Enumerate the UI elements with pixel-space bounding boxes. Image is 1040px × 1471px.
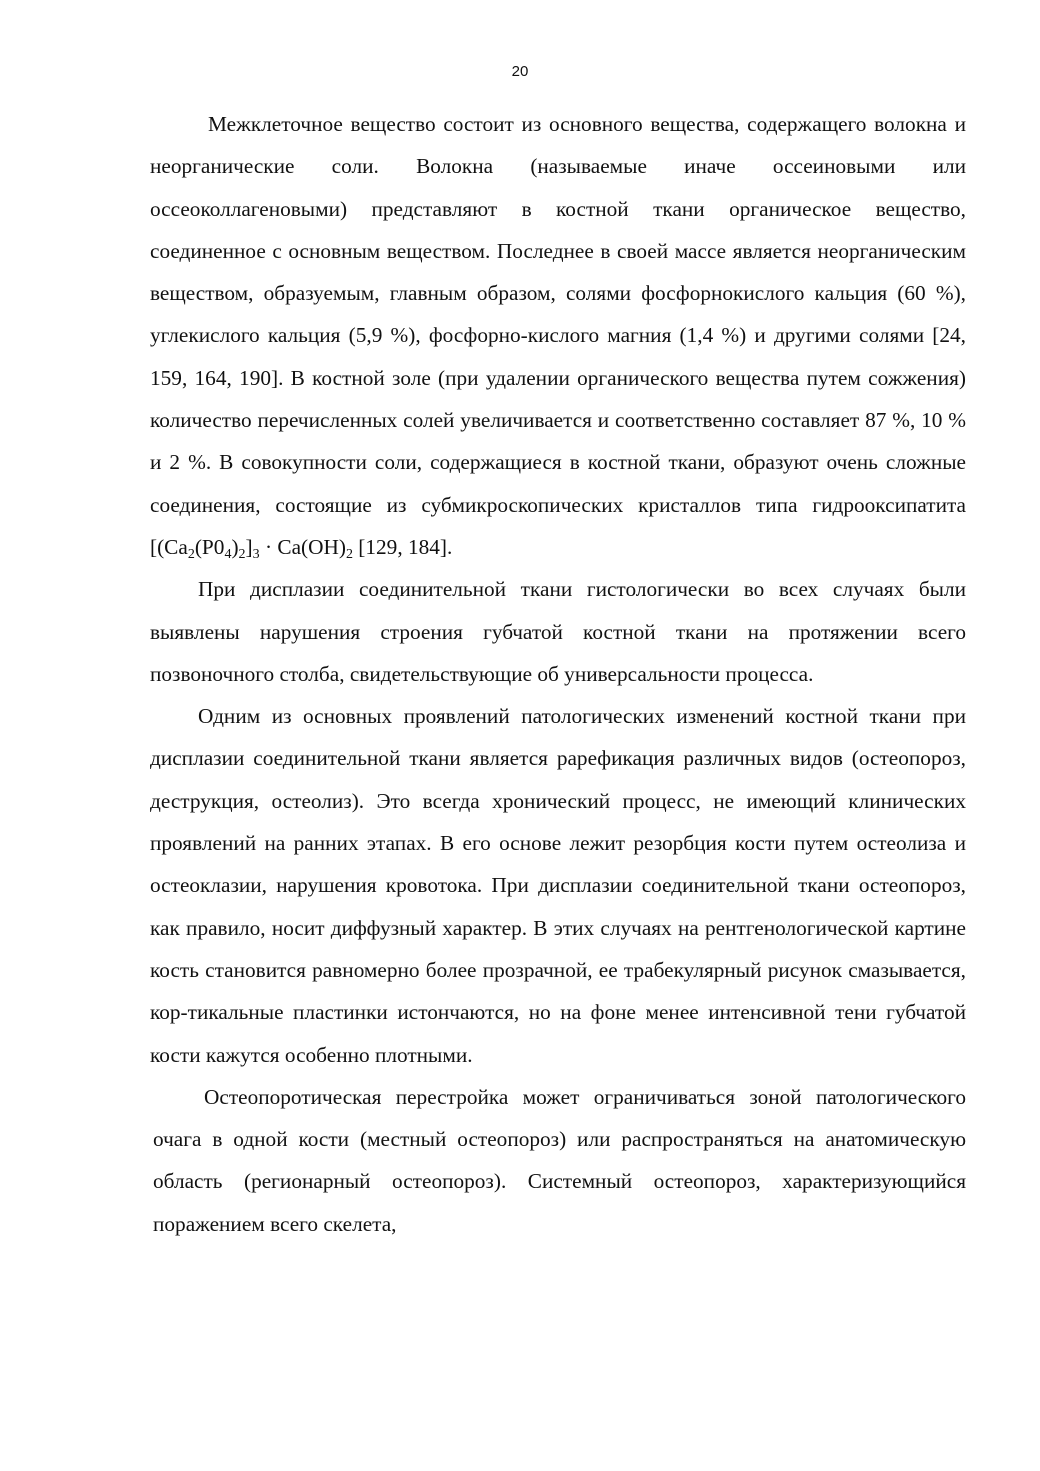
body-text <box>150 103 966 1245</box>
paragraph-text: ) <box>231 534 239 559</box>
paragraph-osteoporotic-remodeling: Остеопоротическая перестройка может ограничиваться зоной патологического очага в одной кости (местный остеопороз) или распространяться на анатомическую область (регионарный остеопороз). Системный остеопороз, характеризующийся поражением всего скелета, <box>153 1084 966 1236</box>
subscript: 4 <box>224 546 232 562</box>
page-number: 20 <box>511 63 529 80</box>
subscript: 2 <box>345 546 353 562</box>
subscript: 2 <box>187 546 195 562</box>
paragraph-text: ] <box>245 534 253 559</box>
paragraph-text: [129, 184]. <box>352 534 453 559</box>
paragraph-text: Межклеточное вещество состоит из основного вещества, содержащего волокна и неорганические соли. Волокна (называемые иначе оссеиновыми или оссеоколлагеновыми) представляют в костной ткани органическое вещество, соединенное с основным веществом. Последнее в своей массе является неорганическим веществом, образуемым, главным образом, солями фосфорнокислого кальция (60 %), углекислого кальция (5,9 %), фосфорно-кислого магния (1,4 %) и другими солями [24, 159, 164, 190]. В костной золе (при удалении органического вещества путем сожжения) количество перечисленных солей увеличивается и соответственно составляет 87 %, 10 % и 2 %. В совокупности соли, содержащиеся в костной ткани, образуют очень сложные соединения, состоящие из субмикроскопических кристаллов типа гидрооксипатита [(Ca <box>150 112 966 559</box>
subscript: 3 <box>252 546 260 562</box>
paragraph-text: (P0 <box>194 534 225 559</box>
paragraph-histology: При дисплазии соединительной ткани гистологически во всех случаях были выявлены нарушения строения губчатой костной ткани на протяжении всего позвоночного столба, свидетельствующие об универсальности процесса. <box>150 577 966 686</box>
paragraph-intercellular-substance <box>150 103 966 568</box>
subscript: 2 <box>238 546 246 562</box>
paragraph-rarefaction: Одним из основных проявлений патологических изменений костной ткани при дисплазии соединительной ткани является рарефикация различных видов (остеопороз, деструкция, остеолиз). Это всегда хронический процесс, не имеющий клинических проявлений на ранних этапах. В его основе лежит резорбция кости путем остеолиза и остеоклазии, нарушения кровотока. При дисплазии соединительной ткани остеопороз, как правило, носит диффузный характер. В этих случаях на рентгенологической картине кость становится равномерно более прозрачной, ее трабекулярный рисунок смазывается, кор-тикальные пластинки истончаются, но на фоне менее интенсивной тени губчатой кости кажутся особенно плотными. <box>150 704 966 1067</box>
paragraph-text: · Ca(OH) <box>259 534 346 559</box>
